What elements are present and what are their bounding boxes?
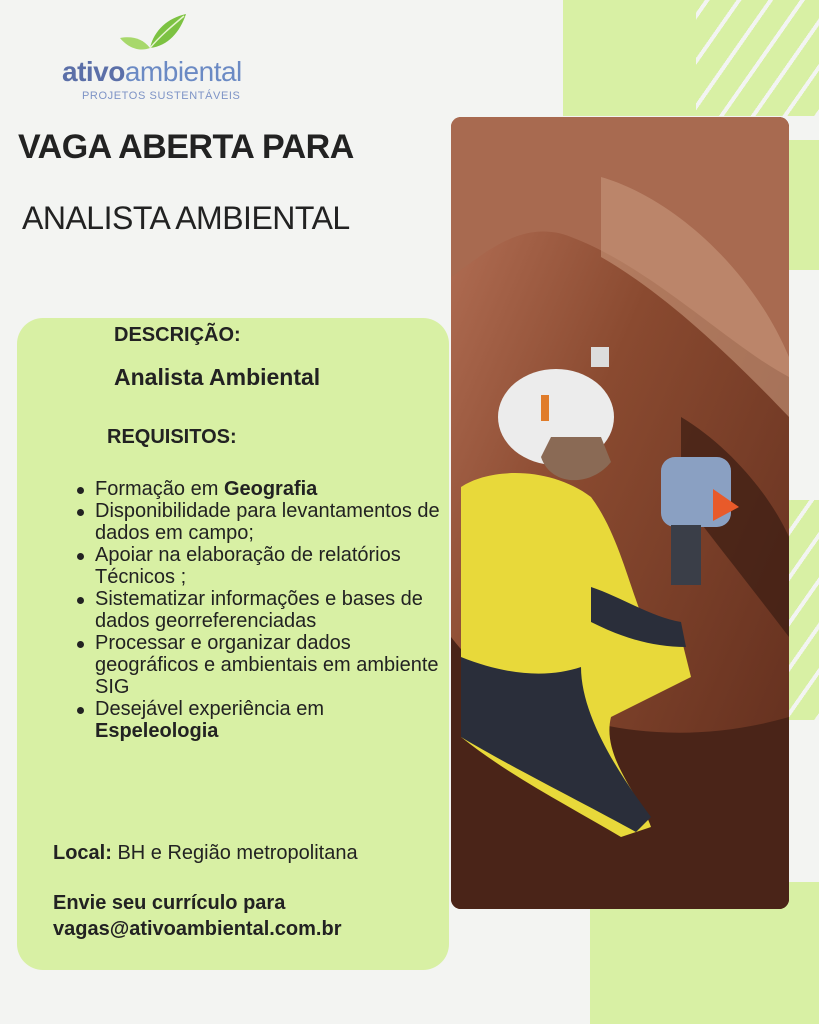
logo-tagline: PROJETOS SUSTENTÁVEIS [82,90,241,102]
list-item: Desejável experiência em Espeleologia [75,698,440,742]
location-line [53,842,358,865]
cave-worker-photo [451,117,789,909]
logo-brand-bold: ativo [62,56,125,87]
apply-email: vagas@ativoambiental.com.br [53,918,342,940]
list-item: Sistematizar informações e bases de dados georreferenciadas [75,588,440,632]
requirements-list [75,478,440,742]
job-info-card [17,318,449,970]
location-value: BH e Região metropolitana [111,842,358,864]
logo-brand-light: ambiental [124,56,242,87]
leaf-icon [120,8,186,58]
job-title: ANALISTA AMBIENTAL [22,200,350,236]
requirements-label: REQUISITOS: [107,426,237,448]
apply-instructions [53,890,342,942]
location-label: Local: [53,842,112,864]
decorative-stripes-top [696,0,819,116]
decorative-stripes-right [789,500,819,720]
list-item: Disponibilidade para levantamentos de dados em campo; [75,500,440,544]
logo-wordmark [62,56,242,88]
role-title: Analista Ambiental [114,364,321,390]
page-headline: VAGA ABERTA PARA [18,128,354,166]
decorative-green-block-right [789,140,819,270]
list-item: Apoiar na elaboração de relatórios Técnicos ; [75,544,440,588]
company-logo [60,8,280,103]
apply-text: Envie seu currículo para [53,892,286,914]
list-item: Formação em Geografia [75,478,440,500]
description-label: DESCRIÇÃO: [114,324,241,346]
list-item: Processar e organizar dados geográficos e ambientais em ambiente SIG [75,632,440,698]
